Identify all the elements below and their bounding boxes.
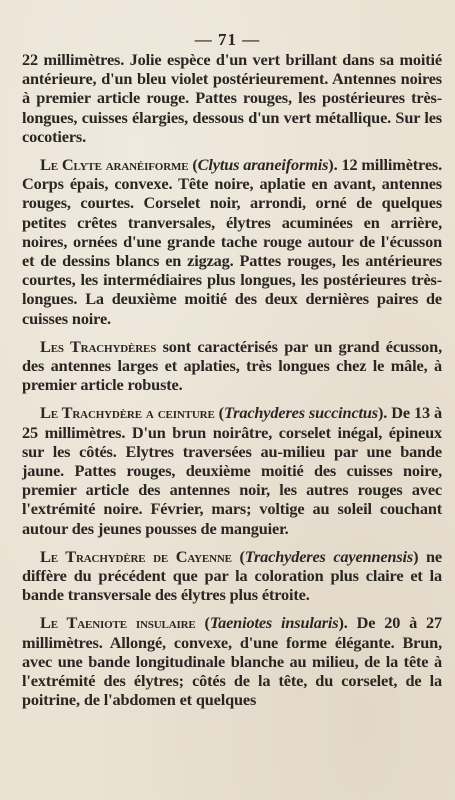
paragraph-taeniote-insulaire: Le Taeniote insulaire (Taeniotes insularis). De 20 à 27 millimètres. Allongé, convexe, d'une forme élégante. Brun, avec une bande longitudinale blanche au milieu, de la tête à l'extrémité des élytres; côtés de la tête, du corselet, de la poitrine, de l'abdomen et quelques: [22, 613, 442, 710]
paragraph-clyte-araneiforme: Le Clyte aranéiforme (Clytus araneiformis). 12 millimètres. Corps épais, convexe. Tête noire, aplatie en avant, antennes rouges, courtes. Corselet noir, arrondi, orné de quelques petites crêtes tranversales, élytres acuminées en arrière, noires, ornées d'une grande tache rouge autour de l'écusson et de dessins blancs en zigzag. Pattes rouges, les antérieures courtes, les intermédiaires plus longues, les postérieures très-longues. La deuxième moitié des deux dernières paires de cuisses noire.: [22, 155, 443, 328]
species-name: Le Trachydère a ceinture: [40, 403, 215, 423]
paragraph-text: sont caractérisés par un grand écusson, des antennes larges et aplaties, très longues chez le mâle, à premier article robuste.: [22, 336, 443, 395]
paragraph-text: 22 millimètres. Jolie espèce d'un vert brillant dans sa moitié antérieure, d'un bleu violet postérieurement. Antennes noires à premier article rouge. Pattes rouges, les postérieures très-longues, cuisses élargies, dessous d'un vert métallique. Sur les cocotiers.: [22, 50, 442, 146]
paragraph-trachyderes: [22, 337, 442, 395]
paragraph-text: ne diffère du précédent que par la coloration plus claire et la bande transversale des élytres plus étroite.: [22, 546, 442, 605]
latin-name: Trachyderes succinctus: [223, 403, 378, 423]
paragraph-continuation: [22, 50, 442, 146]
latin-name: Taeniotes insularis: [209, 613, 339, 633]
species-name: Le Taeniote insulaire: [40, 613, 196, 633]
paragraph-trachydere-de-cayenne: Le Trachydère de Cayenne (Trachyderes cayennensis) ne diffère du précédent que par la coloration plus claire et la bande transversale des élytres plus étroite.: [22, 546, 442, 605]
page-number: — 71 —: [194, 30, 261, 49]
body-text: [22, 50, 442, 719]
latin-name: Trachyderes cayennensis: [244, 546, 414, 566]
species-name: Le Clyte aranéiforme: [40, 155, 189, 175]
paragraph-trachydere-a-ceinture: Le Trachydère a ceinture (Trachyderes succinctus). De 13 à 25 millimètres. D'un brun noirâtre, corselet inégal, épineux sur les côtés. Elytres traversées au-milieu par une bande jaune. Pattes rouges, deuxième moitié des cuisses noire, premier article des antennes noir, les autres rouges avec l'extrémité noire. Février, mars; voltige au soleil couchant autour des jeunes pousses de manguier.: [22, 403, 442, 538]
paragraph-text: . 12 millimètres. Corps épais, convexe. Tête noire, aplatie en avant, antennes rouges, courtes. Corselet noir, arrondi, orné de quelques petites crêtes tranversales, élytres acuminées en arrière, noires, ornées d'une grande tache rouge autour de l'écusson et de dessins blancs en zigzag. Pattes rouges, les antérieures courtes, les intermédiaires plus longues, les postérieures très-longues. La deuxième moitié des deux dernières paires de cuisses noire.: [22, 155, 443, 328]
genus-name: Les Trachydères: [40, 336, 157, 356]
latin-name: Clytus araneiformis: [197, 155, 329, 175]
paragraph-text: . De 20 à 27 millimètres. Allongé, convexe, d'une forme élégante. Brun, avec une bande longitudinale blanche au milieu, de la tête à l'extrémité des élytres; côtés de la tête, du corselet, de la poitrine, de l'abdomen et quelques: [22, 613, 442, 710]
paragraph-text: . De 13 à 25 millimètres. D'un brun noirâtre, corselet inégal, épineux sur les côtés. Elytres traversées au-milieu par une bande jaune. Pattes rouges, deuxième moitié des cuisses noire, premier article des antennes noir, les autres rouges avec l'extrémité noire. Février, mars; voltige au soleil couchant autour des jeunes pousses de manguier.: [22, 403, 442, 538]
species-name: Le Trachydère de Cayenne: [40, 546, 232, 566]
